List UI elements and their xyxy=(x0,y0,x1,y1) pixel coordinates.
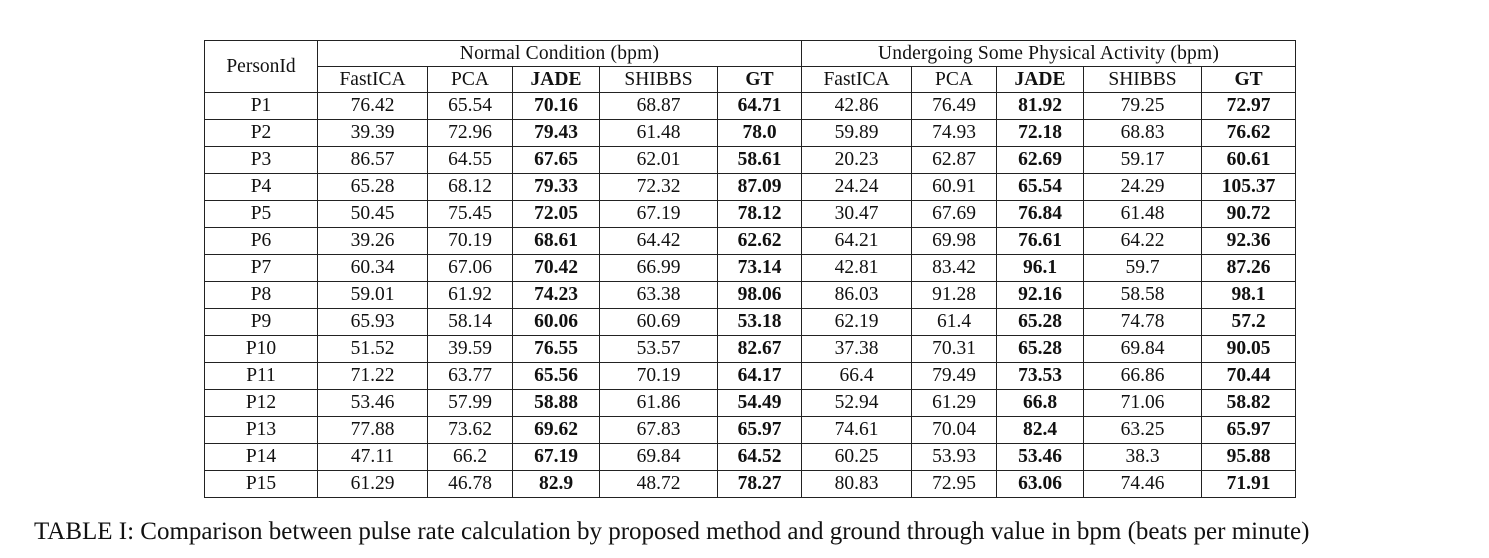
value-cell: 87.26 xyxy=(1202,255,1296,282)
person-id-cell: P3 xyxy=(205,147,318,174)
value-cell: 64.22 xyxy=(1084,228,1202,255)
method-header: PCA xyxy=(428,67,513,93)
value-cell: 61.48 xyxy=(1084,201,1202,228)
table-row xyxy=(205,147,1296,174)
table-row xyxy=(205,471,1296,498)
value-cell: 58.82 xyxy=(1202,390,1296,417)
method-header: GT xyxy=(718,67,802,93)
value-cell: 62.62 xyxy=(718,228,802,255)
value-cell: 86.03 xyxy=(802,282,912,309)
value-cell: 39.39 xyxy=(318,120,428,147)
value-cell: 90.05 xyxy=(1202,336,1296,363)
table-row xyxy=(205,390,1296,417)
value-cell: 59.17 xyxy=(1084,147,1202,174)
value-cell: 87.09 xyxy=(718,174,802,201)
person-id-cell: P1 xyxy=(205,93,318,120)
value-cell: 98.06 xyxy=(718,282,802,309)
value-cell: 30.47 xyxy=(802,201,912,228)
value-cell: 59.89 xyxy=(802,120,912,147)
value-cell: 64.52 xyxy=(718,444,802,471)
person-id-cell: P15 xyxy=(205,471,318,498)
value-cell: 61.29 xyxy=(912,390,997,417)
personid-header: PersonId xyxy=(205,41,318,93)
value-cell: 59.7 xyxy=(1084,255,1202,282)
value-cell: 67.65 xyxy=(513,147,600,174)
value-cell: 77.88 xyxy=(318,417,428,444)
table-row xyxy=(205,255,1296,282)
value-cell: 65.54 xyxy=(428,93,513,120)
table-row xyxy=(205,309,1296,336)
value-cell: 68.83 xyxy=(1084,120,1202,147)
value-cell: 80.83 xyxy=(802,471,912,498)
value-cell: 74.78 xyxy=(1084,309,1202,336)
table-row xyxy=(205,282,1296,309)
table-body xyxy=(205,93,1296,498)
value-cell: 64.55 xyxy=(428,147,513,174)
value-cell: 65.54 xyxy=(997,174,1084,201)
value-cell: 62.87 xyxy=(912,147,997,174)
method-header: JADE xyxy=(513,67,600,93)
value-cell: 68.61 xyxy=(513,228,600,255)
value-cell: 60.69 xyxy=(600,309,718,336)
value-cell: 66.2 xyxy=(428,444,513,471)
value-cell: 71.06 xyxy=(1084,390,1202,417)
value-cell: 68.12 xyxy=(428,174,513,201)
value-cell: 63.38 xyxy=(600,282,718,309)
value-cell: 69.98 xyxy=(912,228,997,255)
method-header: JADE xyxy=(997,67,1084,93)
value-cell: 65.28 xyxy=(997,336,1084,363)
value-cell: 70.16 xyxy=(513,93,600,120)
value-cell: 82.4 xyxy=(997,417,1084,444)
value-cell: 66.99 xyxy=(600,255,718,282)
value-cell: 92.36 xyxy=(1202,228,1296,255)
table-row xyxy=(205,174,1296,201)
person-id-cell: P2 xyxy=(205,120,318,147)
value-cell: 65.97 xyxy=(1202,417,1296,444)
value-cell: 76.42 xyxy=(318,93,428,120)
value-cell: 90.72 xyxy=(1202,201,1296,228)
value-cell: 72.32 xyxy=(600,174,718,201)
value-cell: 70.19 xyxy=(600,363,718,390)
value-cell: 82.9 xyxy=(513,471,600,498)
value-cell: 79.33 xyxy=(513,174,600,201)
value-cell: 66.8 xyxy=(997,390,1084,417)
value-cell: 39.26 xyxy=(318,228,428,255)
table-row xyxy=(205,336,1296,363)
method-header: SHIBBS xyxy=(600,67,718,93)
value-cell: 53.18 xyxy=(718,309,802,336)
value-cell: 72.97 xyxy=(1202,93,1296,120)
value-cell: 67.06 xyxy=(428,255,513,282)
value-cell: 60.61 xyxy=(1202,147,1296,174)
value-cell: 62.01 xyxy=(600,147,718,174)
person-id-cell: P11 xyxy=(205,363,318,390)
value-cell: 64.17 xyxy=(718,363,802,390)
value-cell: 81.92 xyxy=(997,93,1084,120)
group-header-row xyxy=(205,41,1296,67)
method-header: FastICA xyxy=(318,67,428,93)
value-cell: 53.46 xyxy=(318,390,428,417)
person-id-cell: P13 xyxy=(205,417,318,444)
value-cell: 20.23 xyxy=(802,147,912,174)
value-cell: 71.22 xyxy=(318,363,428,390)
value-cell: 39.59 xyxy=(428,336,513,363)
value-cell: 67.69 xyxy=(912,201,997,228)
value-cell: 78.27 xyxy=(718,471,802,498)
person-id-cell: P8 xyxy=(205,282,318,309)
value-cell: 60.25 xyxy=(802,444,912,471)
value-cell: 63.77 xyxy=(428,363,513,390)
value-cell: 60.91 xyxy=(912,174,997,201)
table-row xyxy=(205,417,1296,444)
table-row xyxy=(205,228,1296,255)
value-cell: 42.86 xyxy=(802,93,912,120)
value-cell: 62.69 xyxy=(997,147,1084,174)
value-cell: 67.19 xyxy=(513,444,600,471)
value-cell: 98.1 xyxy=(1202,282,1296,309)
value-cell: 59.01 xyxy=(318,282,428,309)
value-cell: 57.99 xyxy=(428,390,513,417)
value-cell: 58.88 xyxy=(513,390,600,417)
value-cell: 61.92 xyxy=(428,282,513,309)
value-cell: 76.55 xyxy=(513,336,600,363)
value-cell: 72.96 xyxy=(428,120,513,147)
value-cell: 63.06 xyxy=(997,471,1084,498)
person-id-cell: P5 xyxy=(205,201,318,228)
value-cell: 76.49 xyxy=(912,93,997,120)
value-cell: 74.61 xyxy=(802,417,912,444)
value-cell: 76.62 xyxy=(1202,120,1296,147)
value-cell: 74.46 xyxy=(1084,471,1202,498)
value-cell: 38.3 xyxy=(1084,444,1202,471)
value-cell: 72.05 xyxy=(513,201,600,228)
value-cell: 64.42 xyxy=(600,228,718,255)
person-id-cell: P12 xyxy=(205,390,318,417)
value-cell: 73.62 xyxy=(428,417,513,444)
value-cell: 63.25 xyxy=(1084,417,1202,444)
value-cell: 92.16 xyxy=(997,282,1084,309)
value-cell: 74.93 xyxy=(912,120,997,147)
normal-condition-header: Normal Condition (bpm) xyxy=(318,41,802,67)
value-cell: 73.53 xyxy=(997,363,1084,390)
value-cell: 61.48 xyxy=(600,120,718,147)
value-cell: 69.84 xyxy=(600,444,718,471)
value-cell: 69.84 xyxy=(1084,336,1202,363)
value-cell: 53.93 xyxy=(912,444,997,471)
value-cell: 53.57 xyxy=(600,336,718,363)
value-cell: 46.78 xyxy=(428,471,513,498)
value-cell: 67.83 xyxy=(600,417,718,444)
person-id-cell: P9 xyxy=(205,309,318,336)
value-cell: 83.42 xyxy=(912,255,997,282)
value-cell: 57.2 xyxy=(1202,309,1296,336)
value-cell: 70.04 xyxy=(912,417,997,444)
value-cell: 70.19 xyxy=(428,228,513,255)
value-cell: 65.93 xyxy=(318,309,428,336)
table-row xyxy=(205,120,1296,147)
value-cell: 71.91 xyxy=(1202,471,1296,498)
value-cell: 70.44 xyxy=(1202,363,1296,390)
person-id-cell: P4 xyxy=(205,174,318,201)
value-cell: 60.34 xyxy=(318,255,428,282)
value-cell: 51.52 xyxy=(318,336,428,363)
value-cell: 91.28 xyxy=(912,282,997,309)
value-cell: 53.46 xyxy=(997,444,1084,471)
value-cell: 79.49 xyxy=(912,363,997,390)
value-cell: 86.57 xyxy=(318,147,428,174)
value-cell: 72.95 xyxy=(912,471,997,498)
value-cell: 54.49 xyxy=(718,390,802,417)
value-cell: 105.37 xyxy=(1202,174,1296,201)
method-header: PCA xyxy=(912,67,997,93)
value-cell: 74.23 xyxy=(513,282,600,309)
value-cell: 24.29 xyxy=(1084,174,1202,201)
value-cell: 24.24 xyxy=(802,174,912,201)
value-cell: 60.06 xyxy=(513,309,600,336)
person-id-cell: P10 xyxy=(205,336,318,363)
method-header-row xyxy=(205,67,1296,93)
method-header: SHIBBS xyxy=(1084,67,1202,93)
value-cell: 52.94 xyxy=(802,390,912,417)
value-cell: 67.19 xyxy=(600,201,718,228)
value-cell: 79.25 xyxy=(1084,93,1202,120)
pulse-rate-comparison-table xyxy=(204,40,1296,498)
value-cell: 76.61 xyxy=(997,228,1084,255)
value-cell: 73.14 xyxy=(718,255,802,282)
method-header: GT xyxy=(1202,67,1296,93)
value-cell: 61.86 xyxy=(600,390,718,417)
physical-activity-header: Undergoing Some Physical Activity (bpm) xyxy=(802,41,1296,67)
value-cell: 65.28 xyxy=(997,309,1084,336)
value-cell: 42.81 xyxy=(802,255,912,282)
value-cell: 61.29 xyxy=(318,471,428,498)
value-cell: 96.1 xyxy=(997,255,1084,282)
person-id-cell: P14 xyxy=(205,444,318,471)
value-cell: 64.21 xyxy=(802,228,912,255)
value-cell: 58.14 xyxy=(428,309,513,336)
value-cell: 64.71 xyxy=(718,93,802,120)
value-cell: 62.19 xyxy=(802,309,912,336)
value-cell: 65.97 xyxy=(718,417,802,444)
value-cell: 95.88 xyxy=(1202,444,1296,471)
value-cell: 68.87 xyxy=(600,93,718,120)
table-row xyxy=(205,444,1296,471)
value-cell: 47.11 xyxy=(318,444,428,471)
table-row xyxy=(205,93,1296,120)
value-cell: 65.28 xyxy=(318,174,428,201)
value-cell: 48.72 xyxy=(600,471,718,498)
value-cell: 66.86 xyxy=(1084,363,1202,390)
value-cell: 75.45 xyxy=(428,201,513,228)
value-cell: 72.18 xyxy=(997,120,1084,147)
value-cell: 70.31 xyxy=(912,336,997,363)
value-cell: 69.62 xyxy=(513,417,600,444)
value-cell: 70.42 xyxy=(513,255,600,282)
value-cell: 79.43 xyxy=(513,120,600,147)
table-row xyxy=(205,201,1296,228)
person-id-cell: P6 xyxy=(205,228,318,255)
value-cell: 58.58 xyxy=(1084,282,1202,309)
value-cell: 76.84 xyxy=(997,201,1084,228)
value-cell: 78.12 xyxy=(718,201,802,228)
value-cell: 78.0 xyxy=(718,120,802,147)
value-cell: 66.4 xyxy=(802,363,912,390)
value-cell: 58.61 xyxy=(718,147,802,174)
method-header: FastICA xyxy=(802,67,912,93)
value-cell: 61.4 xyxy=(912,309,997,336)
person-id-cell: P7 xyxy=(205,255,318,282)
value-cell: 65.56 xyxy=(513,363,600,390)
value-cell: 82.67 xyxy=(718,336,802,363)
table-row xyxy=(205,363,1296,390)
value-cell: 37.38 xyxy=(802,336,912,363)
table-caption: TABLE I: Comparison between pulse rate calculation by proposed method and ground through value in bpm (beats per minute) xyxy=(34,518,1310,545)
value-cell: 50.45 xyxy=(318,201,428,228)
